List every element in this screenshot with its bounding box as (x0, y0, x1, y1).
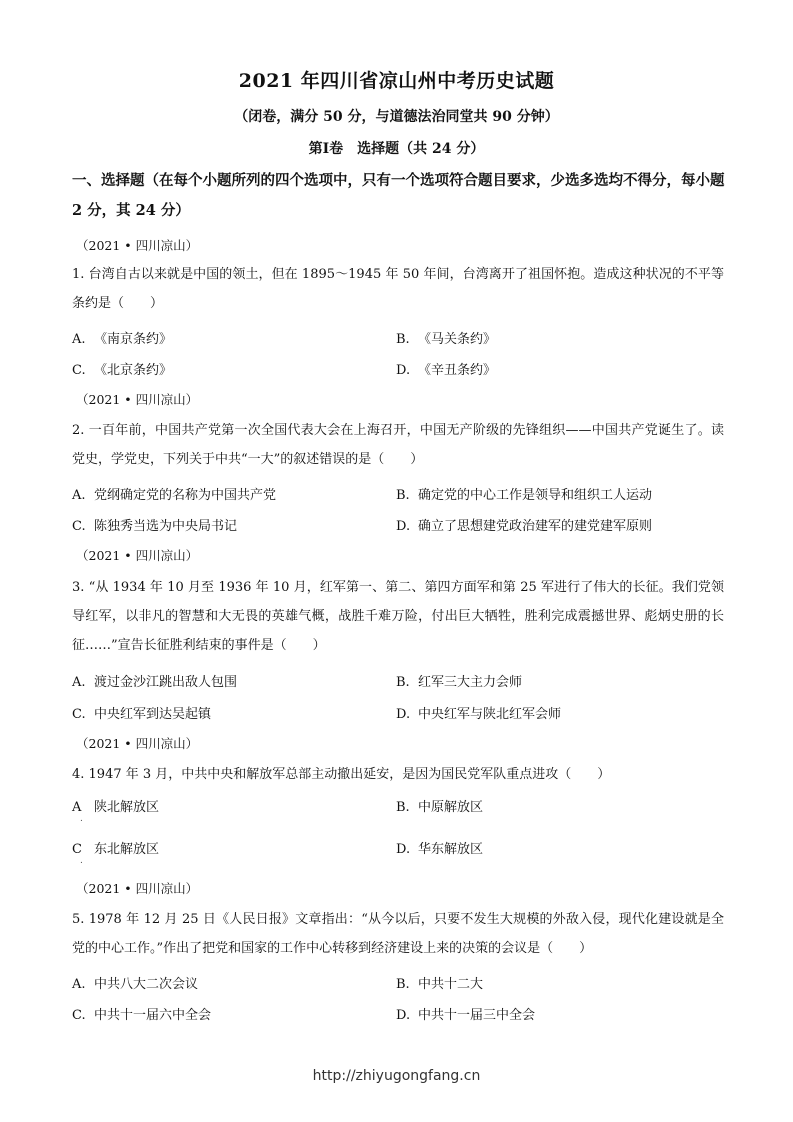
option-letter: C. (72, 519, 86, 534)
option-letter: A (72, 800, 82, 815)
option-text: 中央红军到达吴起镇 (94, 707, 212, 722)
option-text: 《南京条约》 (94, 332, 173, 347)
option-text: 中原解放区 (418, 800, 484, 815)
option-letter: C (72, 842, 82, 857)
option-letter: D. (396, 1008, 411, 1023)
option-text: 中共十二大 (418, 977, 484, 992)
option-text: 中央红军与陕北红军会师 (418, 707, 562, 722)
option-d (396, 1004, 535, 1023)
question-stem: 4. 1947 年 3 月，中共中央和解放军总部主动撤出延安，是因为国民党军队重点进攻（ ） (72, 767, 611, 782)
option-a (72, 328, 172, 347)
option-letter: A. (72, 675, 86, 690)
option-c (72, 515, 237, 534)
option-letter: D. (396, 842, 411, 857)
option-text: 红军三大主力会师 (418, 675, 523, 690)
option-b (396, 796, 483, 815)
option-c (72, 838, 159, 857)
option-letter: C. (72, 363, 86, 378)
option-text: 中共十一届六中全会 (94, 1008, 212, 1023)
option-letter: D. (396, 363, 411, 378)
option-letter: B. (396, 332, 410, 347)
option-c (72, 359, 172, 378)
option-letter: D. (396, 707, 411, 722)
part-heading: 第Ⅰ卷 选择题（共 24 分） (308, 141, 485, 157)
option-text: 华东解放区 (418, 842, 484, 857)
option-b (396, 484, 652, 503)
option-a (72, 796, 159, 815)
option-d (396, 515, 652, 534)
option-text: 党纲确定党的名称为中国共产党 (94, 488, 277, 503)
option-c (72, 1004, 211, 1023)
option-text: 渡过金沙江跳出敌人包围 (94, 675, 238, 690)
question-stem: 3. “从 1934 年 10 月至 1936 年 10 月，红军第一、第二、第四方面军和第 25 军进行了伟大的长征。我们党领导红军，以非凡的智慧和大无畏的英雄气概，战胜千难万险，付出巨大牺牲，胜利完成震撼世界、彪炳史册的长征……”宣告长征胜利结束的事件是（ ） (72, 580, 724, 653)
option-b (396, 973, 483, 992)
option-text: 《北京条约》 (94, 363, 173, 378)
option-letter: B. (396, 675, 410, 690)
section-heading: 一、选择题（在每个小题所列的四个选项中，只有一个选项符合题目要求，少选多选均不得分，每小题 2 分，其 24 分） (72, 172, 725, 219)
option-letter: C. (72, 707, 86, 722)
option-a (72, 484, 276, 503)
option-d (396, 359, 496, 378)
question-source: （2021 • 四川凉山） (76, 736, 199, 751)
option-d (396, 838, 483, 857)
question-source: （2021 • 四川凉山） (76, 548, 199, 563)
option-letter: B. (396, 488, 410, 503)
option-text: 东北解放区 (94, 842, 160, 857)
question-stem: 5. 1978 年 12 月 25 日《人民日报》文章指出：“从今以后，只要不发生大规模的外敌入侵，现代化建设就是全党的中心工作。”作出了把党和国家的工作中心转移到经济建设上来的决策的会议是（ ） (72, 912, 724, 956)
option-b (396, 671, 522, 690)
option-letter: D. (396, 519, 411, 534)
option-a (72, 671, 237, 690)
option-text: 《马关条约》 (418, 332, 497, 347)
option-text: 陕北解放区 (94, 800, 160, 815)
option-letter: B. (396, 800, 410, 815)
option-c (72, 703, 211, 722)
footer-url[interactable]: http://zhiyugongfang.cn (312, 1068, 481, 1084)
question-source: （2021 • 四川凉山） (76, 238, 199, 253)
option-text: 中共八大二次会议 (94, 977, 199, 992)
question-stem: 2. 一百年前，中国共产党第一次全国代表大会在上海召开，中国无产阶级的先锋组织——中国共产党诞生了。读党史，学党史，下列关于中共“一大”的叙述错误的是（ ） (72, 423, 724, 467)
option-letter: B. (396, 977, 410, 992)
option-text: 中共十一届三中全会 (418, 1008, 536, 1023)
option-text: 确立了思想建党政治建军的建党建军原则 (418, 519, 653, 534)
question-stem: 1. 台湾自古以来就是中国的领土，但在 1895～1945 年 50 年间，台湾离开了祖国怀抱。造成这种状况的不平等条约是（ ） (72, 267, 724, 311)
option-letter: C. (72, 1008, 86, 1023)
exam-subtitle: （闭卷，满分 50 分，与道德法治同堂共 90 分钟） (234, 109, 559, 125)
option-d (396, 703, 561, 722)
option-a (72, 973, 198, 992)
exam-title: 2021 年四川省凉山州中考历史试题 (238, 70, 555, 92)
option-letter: A. (72, 977, 86, 992)
option-b (396, 328, 496, 347)
option-letter: A. (72, 332, 86, 347)
option-text: 陈独秀当选为中央局书记 (94, 519, 238, 534)
option-text: 《辛丑条约》 (418, 363, 497, 378)
question-source: （2021 • 四川凉山） (76, 881, 199, 896)
option-text: 确定党的中心工作是领导和组织工人运动 (418, 488, 653, 503)
exam-page: 2021 年四川省凉山州中考历史试题 （闭卷，满分 50 分，与道德法治同堂共 90 分钟） 第Ⅰ卷 选择题（共 24 分） 一、选择题（在每个小题所列的四个选项中，只有一个选项符合题目要求，少选多选均不得分，每小题 2 分，其 24 分） （2021 • 四川凉山） 1. 台湾自古以来就是中国的领土，但在 1895～1945 年 50 年间，台湾离开了祖国怀抱。造成这种状况的不平等条约是（ ） A. 《南京条约》 B. 《马关条约》 C. 《北京条约》 D. 《辛丑条约》 （2021 • 四川凉山） 2. 一百年前，中国共产党第一次全国代表大会在上海召开，中国无产阶级的先锋组织——中国共产党诞生了。读党史，学党史，下列关于中共“一大”的叙述错误的是（ ） A. 党纲确定党的名称为中国共产党 B. 确定党的中心工作是领导和组织工人运动 C. 陈独秀当选为中央局书记 D. 确立了思想建党政治建军的建党建军原则 （2021 • 四川凉山） 3. “从 1934 年 10 月至 1936 年 10 月，红军第一、第二、第四方面军和第 25 军进行了伟大的长征。我们党领导红军，以非凡的智慧和大无畏的英雄气概，战胜千难万险，付出巨大牺牲，胜利完成震撼世界、彪炳史册的长征……”宣告长征胜利结束的事件是（ ） A. 渡过金沙江跳出敌人包围 B. 红军三大主力会师 C. 中央红军到达吴起镇 D. 中央红军与陕北红军会师 （2021 • 四川凉山） 4. 1947 年 3 月，中共中央和解放军总部主动撤出延安，是因为国民党军队重点进攻（ ） A 陕北解放区 . B. 中原解放区 C 东北解放区 . D. 华东解放区 （2021 • 四川凉山） 5. 1978 年 12 月 25 日《人民日报》文章指出：“从今以后，只要不发生大规模的外敌入侵，现代化建设就是全党的中心工作。”作出了把党和国家的工作中心转移到经济建设上来的决策的会议是（ ） A. 中共八大二次会议 B. 中共十二大 C. 中共十一届六中全会 D. 中共十一届三中全会 http://zhiyugongfang.cn (0, 0, 793, 1122)
question-source: （2021 • 四川凉山） (76, 392, 199, 407)
option-letter: A. (72, 488, 86, 503)
